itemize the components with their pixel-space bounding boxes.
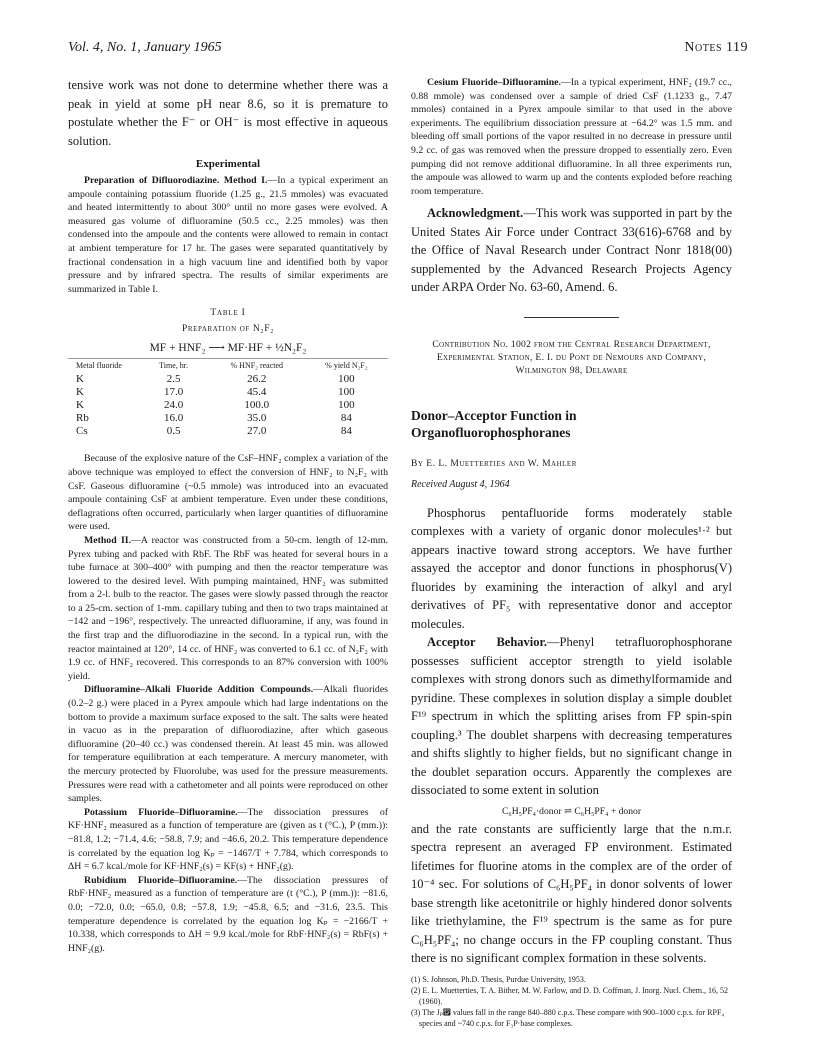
received-date: Received August 4, 1964 <box>411 478 510 490</box>
preparation-heading: Preparation of Difluorodiazine. Method I. <box>84 175 268 186</box>
rubidium-heading: Rubidium Fluoride–Difluoramine. <box>84 874 238 886</box>
footnote-item: (1) S. Johnson, Ph.D. Thesis, Purdue University, 1953. <box>411 974 586 984</box>
table-cell: 84 <box>340 412 352 425</box>
table-cell: 2.5 <box>166 373 181 386</box>
section-page-number: Notes 119 <box>684 40 748 55</box>
addition-compounds-paragraph <box>68 683 388 805</box>
table-cell: K <box>76 399 84 412</box>
table-cell: 24.0 <box>163 399 184 412</box>
table-cell: 45.4 <box>247 386 267 399</box>
acceptor-paragraph <box>411 633 732 800</box>
table-header-cell: Time, hr. <box>138 359 208 374</box>
preparation-text: —In a typical experiment an ampoule containing potassium fluoride (1.25 g., 21.5 mmoles) was evacuated and heated intermittently to about 300° until no more gases were evolved. A measured gas volume of difluoramine (50.5 cc., 2.25 mmoles) was then condensed into the ampoule and the contents were allowed to remain in contact at ambient temperature for 17 hr. The gases were separated quantitatively by fractional condensation in a high vacuum line and identified both by vapor pressure and by infrared spectra. The results of similar experiments are summarized in Table I. <box>68 175 388 295</box>
article-byline: By E. L. Muetterties and W. Mahler <box>411 458 577 469</box>
table-cell: 0.5 <box>166 425 181 438</box>
table-1 <box>68 308 388 438</box>
table-cell: 17.0 <box>163 386 184 399</box>
table-1-grid <box>68 358 388 438</box>
table-cell: 100.0 <box>244 399 270 412</box>
table-cell: K <box>76 373 84 386</box>
table-row <box>68 386 388 399</box>
running-header <box>68 40 748 60</box>
cesium-text: —In a typical experiment, HNF₂ (19.7 cc., 0.88 mmole) was condensed over a sample of dried CsF (1.1233 g., 7.47 mmoles) contained in a Pyrex ampoule similar to that used in the above experiments. The equilibrium dissociation pressure at −64.2° was 1.5 mm. and bleeding off small portions of the vapor resulted in no decrease in pressure until 9.2 cc. of gas was removed when the pressure dropped to essentially zero. Even pumping did not remove additional difluoramine. In all three experiments run, the ampoule was allowed to warm up and the contents exploded before reaching room temperature. <box>411 77 732 197</box>
table-equation: MF + HNF₂ ⟶ MF·HF + ½N₂F₂ <box>149 342 307 355</box>
table-title: Table I <box>210 308 246 319</box>
table-cell: 100 <box>338 373 355 386</box>
method-2-paragraph <box>68 534 388 684</box>
preparation-paragraph <box>68 174 388 296</box>
table-cell: 84 <box>340 425 352 438</box>
table-cell: 26.2 <box>247 373 267 386</box>
table-cell: Cs <box>76 425 88 438</box>
table-header-row <box>68 359 388 374</box>
acceptor-heading: Acceptor Behavior. <box>427 635 548 650</box>
continued-paragraph: tensive work was not done to determine whether there was a peak in yield at some pH near 8.6, so it is premature to postulate whether the F⁻ or OH⁻ is most effective in aqueous solution. <box>68 78 388 148</box>
acknowledgment-heading: Acknowledgment. <box>427 206 524 221</box>
equilibrium-equation: C₆H₅PF₄·donor ⇌ C₆H₅PF₄ + donor <box>501 805 642 817</box>
table-row <box>68 399 388 412</box>
method-2-text: —A reactor was constructed from a 50-cm. length of 12-mm. Pyrex tubing and packed with RbF. The RbF was heated for several hours in a tube furnace at 300–400° with pumping and then the reactor temperature was lowered to the desired level. With pumping maintained, HNF₂ was submitted from a 2-l. bulb to the reactor. The gases were slowly passed through the reactor to a 25-cm. section of 1-mm. capillary tubing and then to two traps maintained at −142 and −196°, respectively. The unreacted difluoramine, if any, was found in the first trap and the difluorodiazine in the second. In a typical run, with the reactor maintained at 120°, 14 cc. of HNF₂ was converted to 6.1 cc. of N₂F₂ with 1.9 cc. of HNF₂ recovered. This corresponds to an 87% conversion with 100% yield. <box>68 534 388 682</box>
cesium-variation-paragraph: Because of the explosive nature of the CsF–HNF₂ complex a variation of the above technique was employed to effect the conversion of HNF₂ to N₂F₂ with CsF. Gaseous difluoramine (~0.5 mmole) was introduced into an evacuated ampoule containing CsF at ambient temperature. Even under these conditions, deflagrations often occurred, particularly when larger quantities of difluoramine were used. <box>68 453 388 533</box>
acknowledgment-paragraph <box>411 204 732 297</box>
contribution-note: Contribution No. 1002 from the Central Research Department, Experimental Station, E. I. du Pont de Nemours and Company, Wilmington 98, Delaware <box>432 338 711 376</box>
table-cell: K <box>76 386 84 399</box>
table-cell: 100 <box>338 399 355 412</box>
potassium-heading: Potassium Fluoride–Difluoramine. <box>84 806 238 818</box>
rubidium-paragraph <box>68 874 388 956</box>
acknowledgment-text: —This work was supported in part by the United States Air Force under Contract 33(616)-6768 and by the Office of Naval Research under Contract Nonr 1818(00) supplemented by the Advanced Research Projects Agency under ARPA Order No. 63-60, Amend. 6. <box>411 206 732 295</box>
table-row <box>68 412 388 425</box>
table-row <box>68 373 388 386</box>
table-header-cell: % yield N₂F₂ <box>305 359 388 374</box>
footnote-item: (2) E. L. Muetterties, T. A. Bither, M. W. Farlow, and D. D. Coffman, J. Inorg. Nucl. Chem., 16, 52 (1960). <box>411 985 728 1006</box>
addition-compounds-heading: Difluoramine–Alkali Fluoride Addition Compounds. <box>84 684 314 696</box>
article-title: Donor–Acceptor Function in Organofluorophosphoranes <box>411 407 577 440</box>
after-equation-paragraph: and the rate constants are sufficiently large that the n.m.r. spectra represent an averaged FP environment. Estimated lifetimes for fluorine atoms in the complex are of the order of 10⁻⁴ sec. For solutions of C₆H₅PF₄ in donor solvents of lower base strength like acetonitrile or highly hindered donor solvents like triethylamine, the F¹⁹ spectrum is the same as for pure C₆H₅PF₄; no change occurs in the FP coupling constant. Thus there is no significant complex formation in these solvents. <box>411 821 732 966</box>
potassium-text: —The dissociation pressures of KF·HNF₂ measured as a function of temperature are (given as t (°C.), P (mm.)): −81.8, 1.2; −71.4, 4.6; −58.8, 7.9; and −46.6, 20.2. This temperature dependence is correlated by the equation log Kₚ = −1467/T + 7.784, which corresponds to ΔH = 6.7 kcal./mole for KF·HNF₂(s) = KF(s) + HNF₂(g). <box>68 806 389 873</box>
method-2-heading: Method II. <box>84 534 132 546</box>
rubidium-text: —The dissociation pressures of RbF·HNF₂ measured as a function of temperature are (t (°C.), P (mm.)): −81.6, 0.0; −72.0, 0.0; −65.0, 0.8; −57.8, 1.9; −45.8, 6.5; and −31.6, 23.5. This temperature dependence is correlated by the equation log Kₚ = −2166/T + 10.338, which corresponds to ΔH = 9.9 kcal./mole for RbF·HNF₂(s) = RbF(s) + HNF₂(g). <box>68 874 388 954</box>
footnotes <box>411 974 732 1029</box>
footnote-item: (3) The Jₚ₟ values fall in the range 840–880 c.p.s. These compare with 900–1000 c.p.s. for RPF₄ species and ~740 c.p.s. for F₃P·base complexes. <box>411 1007 725 1028</box>
potassium-paragraph <box>68 806 388 874</box>
table-cell: 27.0 <box>247 425 267 438</box>
table-cell: 100 <box>338 386 355 399</box>
experimental-heading: Experimental <box>195 158 261 170</box>
addition-compounds-text: —Alkali fluorides (0.2–2 g.) were placed in a Pyrex ampoule which had large indentations on the bottom to provide a maximum surface exposed to the salt. The salts were heated in vacuo as in the preparation of difluorodiazine, after which gaseous difluoramine (20–40 cc.) was condensed therein. At least 45 min. was allowed for temperature equilibration at each temperature. A mercury manometer, with the mercury protected by Fluorolube, was used for the pressure measurements. Pressures were read with a cathetometer and all points were reproduced on other samples. <box>68 684 388 805</box>
intro-paragraph: Phosphorus pentafluoride forms moderately stable complexes with a variety of organic donor molecules¹·² but appears inactive toward strong acceptors. We have further assayed the acceptor and donor functions in phosphorus(V) fluorides by examining the interaction of alkyl and aryl derivatives of PF₅ with representative donor and acceptor molecules. <box>411 505 732 631</box>
table-subtitle: Preparation of N₂F₂ <box>181 324 275 335</box>
table-header-cell: % HNF₂ reacted <box>209 359 305 374</box>
table-row <box>68 425 388 438</box>
cesium-paragraph <box>411 76 732 198</box>
right-column <box>411 76 732 1029</box>
cesium-heading: Cesium Fluoride–Difluoramine. <box>427 77 561 88</box>
section-divider <box>524 317 619 318</box>
table-cell: Rb <box>76 412 89 425</box>
journal-volume-info: Vol. 4, No. 1, January 1965 <box>68 40 222 55</box>
acceptor-text: —Phenyl tetrafluorophosphorane possesses sufficient acceptor strength to yield isolable complexes with strong donors such as dimethylformamide and pyridine. These complexes in solution display a simple doublet F¹⁹ spectrum in which the splitting arises from FP spin-spin coupling.³ The doublet sharpens with decreasing temperatures and shifts slightly to higher fields, but no significant change in the doublet separation occurs. Apparently the complexes are dissociated to some extent in solution <box>411 635 732 798</box>
left-column <box>68 76 388 955</box>
table-header-cell: Metal fluoride <box>68 359 138 374</box>
table-cell: 16.0 <box>163 412 184 425</box>
table-cell: 35.0 <box>247 412 267 425</box>
